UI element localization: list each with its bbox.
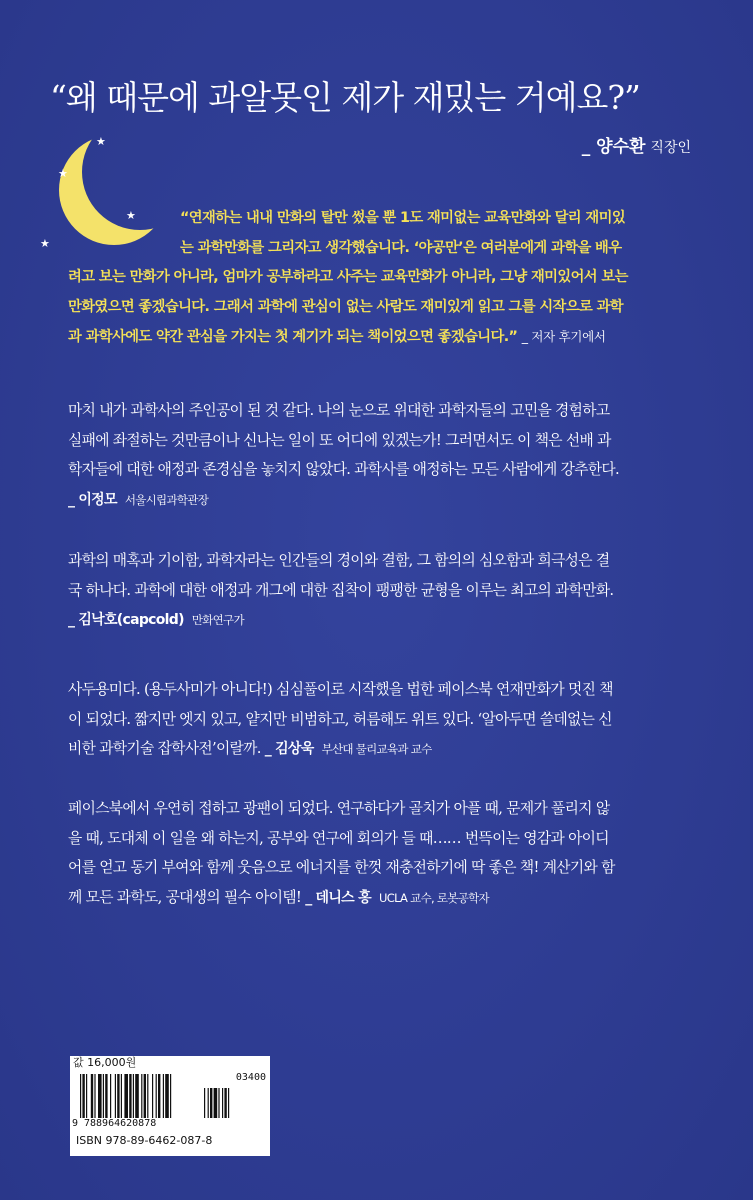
review-line: 이 되었다. 짧지만 엣지 있고, 얕지만 비범하고, 허름해도 위트 있다. ‘알아두면 쓸데없는 신: [68, 710, 612, 728]
review-1: [68, 396, 693, 515]
crescent-moon-icon: [52, 128, 182, 258]
review-line: 께 모든 과학도, 공대생의 필수 아이템!: [68, 888, 302, 906]
reviewer-name: 이정모: [78, 491, 117, 508]
barcode-digits: 788964620878: [84, 1118, 157, 1129]
reviewer-name: 김상욱: [275, 741, 314, 757]
reviewer-role: UCLA 교수, 로봇공학자: [379, 890, 489, 905]
reviewer-role: 서울시립과학관장: [124, 492, 209, 507]
author-note-line: 는 과학만화를 그리자고 생각했습니다. ‘야공만’은 여러분에게 과학을 배우: [180, 239, 622, 256]
attr-dash: _: [581, 137, 591, 157]
review-3: [68, 675, 693, 765]
review-line: 마치 내가 과학사의 주인공이 된 것 같다. 나의 눈으로 위대한 과학자들의 고민을 경험하고: [68, 402, 610, 419]
star-icon: ★: [58, 167, 68, 180]
author-note-line: 려고 보는 만화가 아니라, 엄마가 공부하라고 사주는 교육만화가 아니라, 그냥 재미있어서 보는: [68, 269, 628, 285]
attr-dash: _: [68, 612, 75, 628]
review-4: [68, 794, 693, 913]
review-line: 사두용미다. (용두사미가 아니다!) 심심풀이로 시작했을 법한 페이스북 연재만화가 멋진 책: [68, 681, 613, 698]
review-2: [68, 546, 693, 636]
author-note-line: 만화였으면 좋겠습니다. 그래서 과학에 관심이 없는 사람도 재미있게 읽고 그를 시작으로 과학: [68, 298, 623, 315]
author-note: [68, 204, 680, 353]
star-icon: ★: [126, 209, 136, 222]
attr-dash: _: [305, 889, 312, 906]
author-note-line: “연재하는 내내 만화의 탈만 썼을 뿐 1도 재미없는 교육만화와 달리 재미있: [180, 210, 626, 226]
review-line: 학자들에 대한 애정과 존경심을 놓치지 않았다. 과학사를 애정하는 모든 사람에게 강추한다.: [68, 461, 620, 478]
reviewer-role: 부산대 물리교육과 교수: [321, 742, 432, 756]
review-line: 어를 얻고 동기 부여와 함께 웃음으로 에너지를 한껏 재충전하기에 딱 좋은 책! 계산기와 함: [68, 859, 615, 876]
attr-dash: _: [68, 491, 75, 508]
review-line: 비한 과학기술 잡학사전’이랄까.: [68, 740, 261, 757]
review-line: 실패에 좌절하는 것만큼이나 신나는 일이 또 어디에 있겠는가! 그러면서도 이 책은 선배 과: [68, 431, 611, 449]
price-label: 값 16,000원: [73, 1056, 137, 1069]
review-line: 국 하나다. 과학에 대한 애정과 개그에 대한 집착이 팽팽한 균형을 이루는 최고의 과학만화.: [68, 581, 614, 599]
headline-attribution: [582, 132, 691, 157]
barcode-bars: [80, 1074, 260, 1118]
reviewer-name: 데니스 홍: [315, 889, 372, 906]
headline-quote: “왜 때문에 과알못인 제가 재밌는 거예요?”: [50, 78, 640, 117]
isbn-barcode: [70, 1056, 270, 1156]
reviewer-name: 김낙호(capcold): [78, 612, 184, 628]
review-line: 과학의 매혹과 기이함, 과학자라는 인간들의 경이와 결함, 그 함의의 심오함과 희극성은 결: [68, 552, 610, 569]
review-line: 페이스북에서 우연히 접하고 광팬이 되었다. 연구하다가 골치가 아플 때, 문제가 풀리지 않: [68, 800, 610, 817]
barcode-lead-digit: 9: [72, 1118, 79, 1129]
star-icon: ★: [40, 237, 50, 250]
author-note-source: _ 저자 후기에서: [521, 329, 606, 344]
attr-role: 직장인: [650, 140, 691, 156]
attr-name: 양수환: [596, 137, 646, 157]
isbn-number: ISBN 978-89-6462-087-8: [76, 1134, 213, 1147]
attr-dash: _: [264, 741, 272, 757]
barcode-addon: 03400: [235, 1072, 266, 1083]
star-icon: ★: [96, 135, 106, 148]
review-line: 을 때, 도대체 이 일을 왜 하는지, 공부와 연구에 회의가 들 때…… 번뜩이는 영감과 아이디: [68, 829, 609, 847]
reviewer-role: 만화연구가: [191, 613, 244, 627]
author-note-line: 과 과학사에도 약간 관심을 가지는 첫 계기가 되는 책이었으면 좋겠습니다.”: [68, 329, 518, 345]
